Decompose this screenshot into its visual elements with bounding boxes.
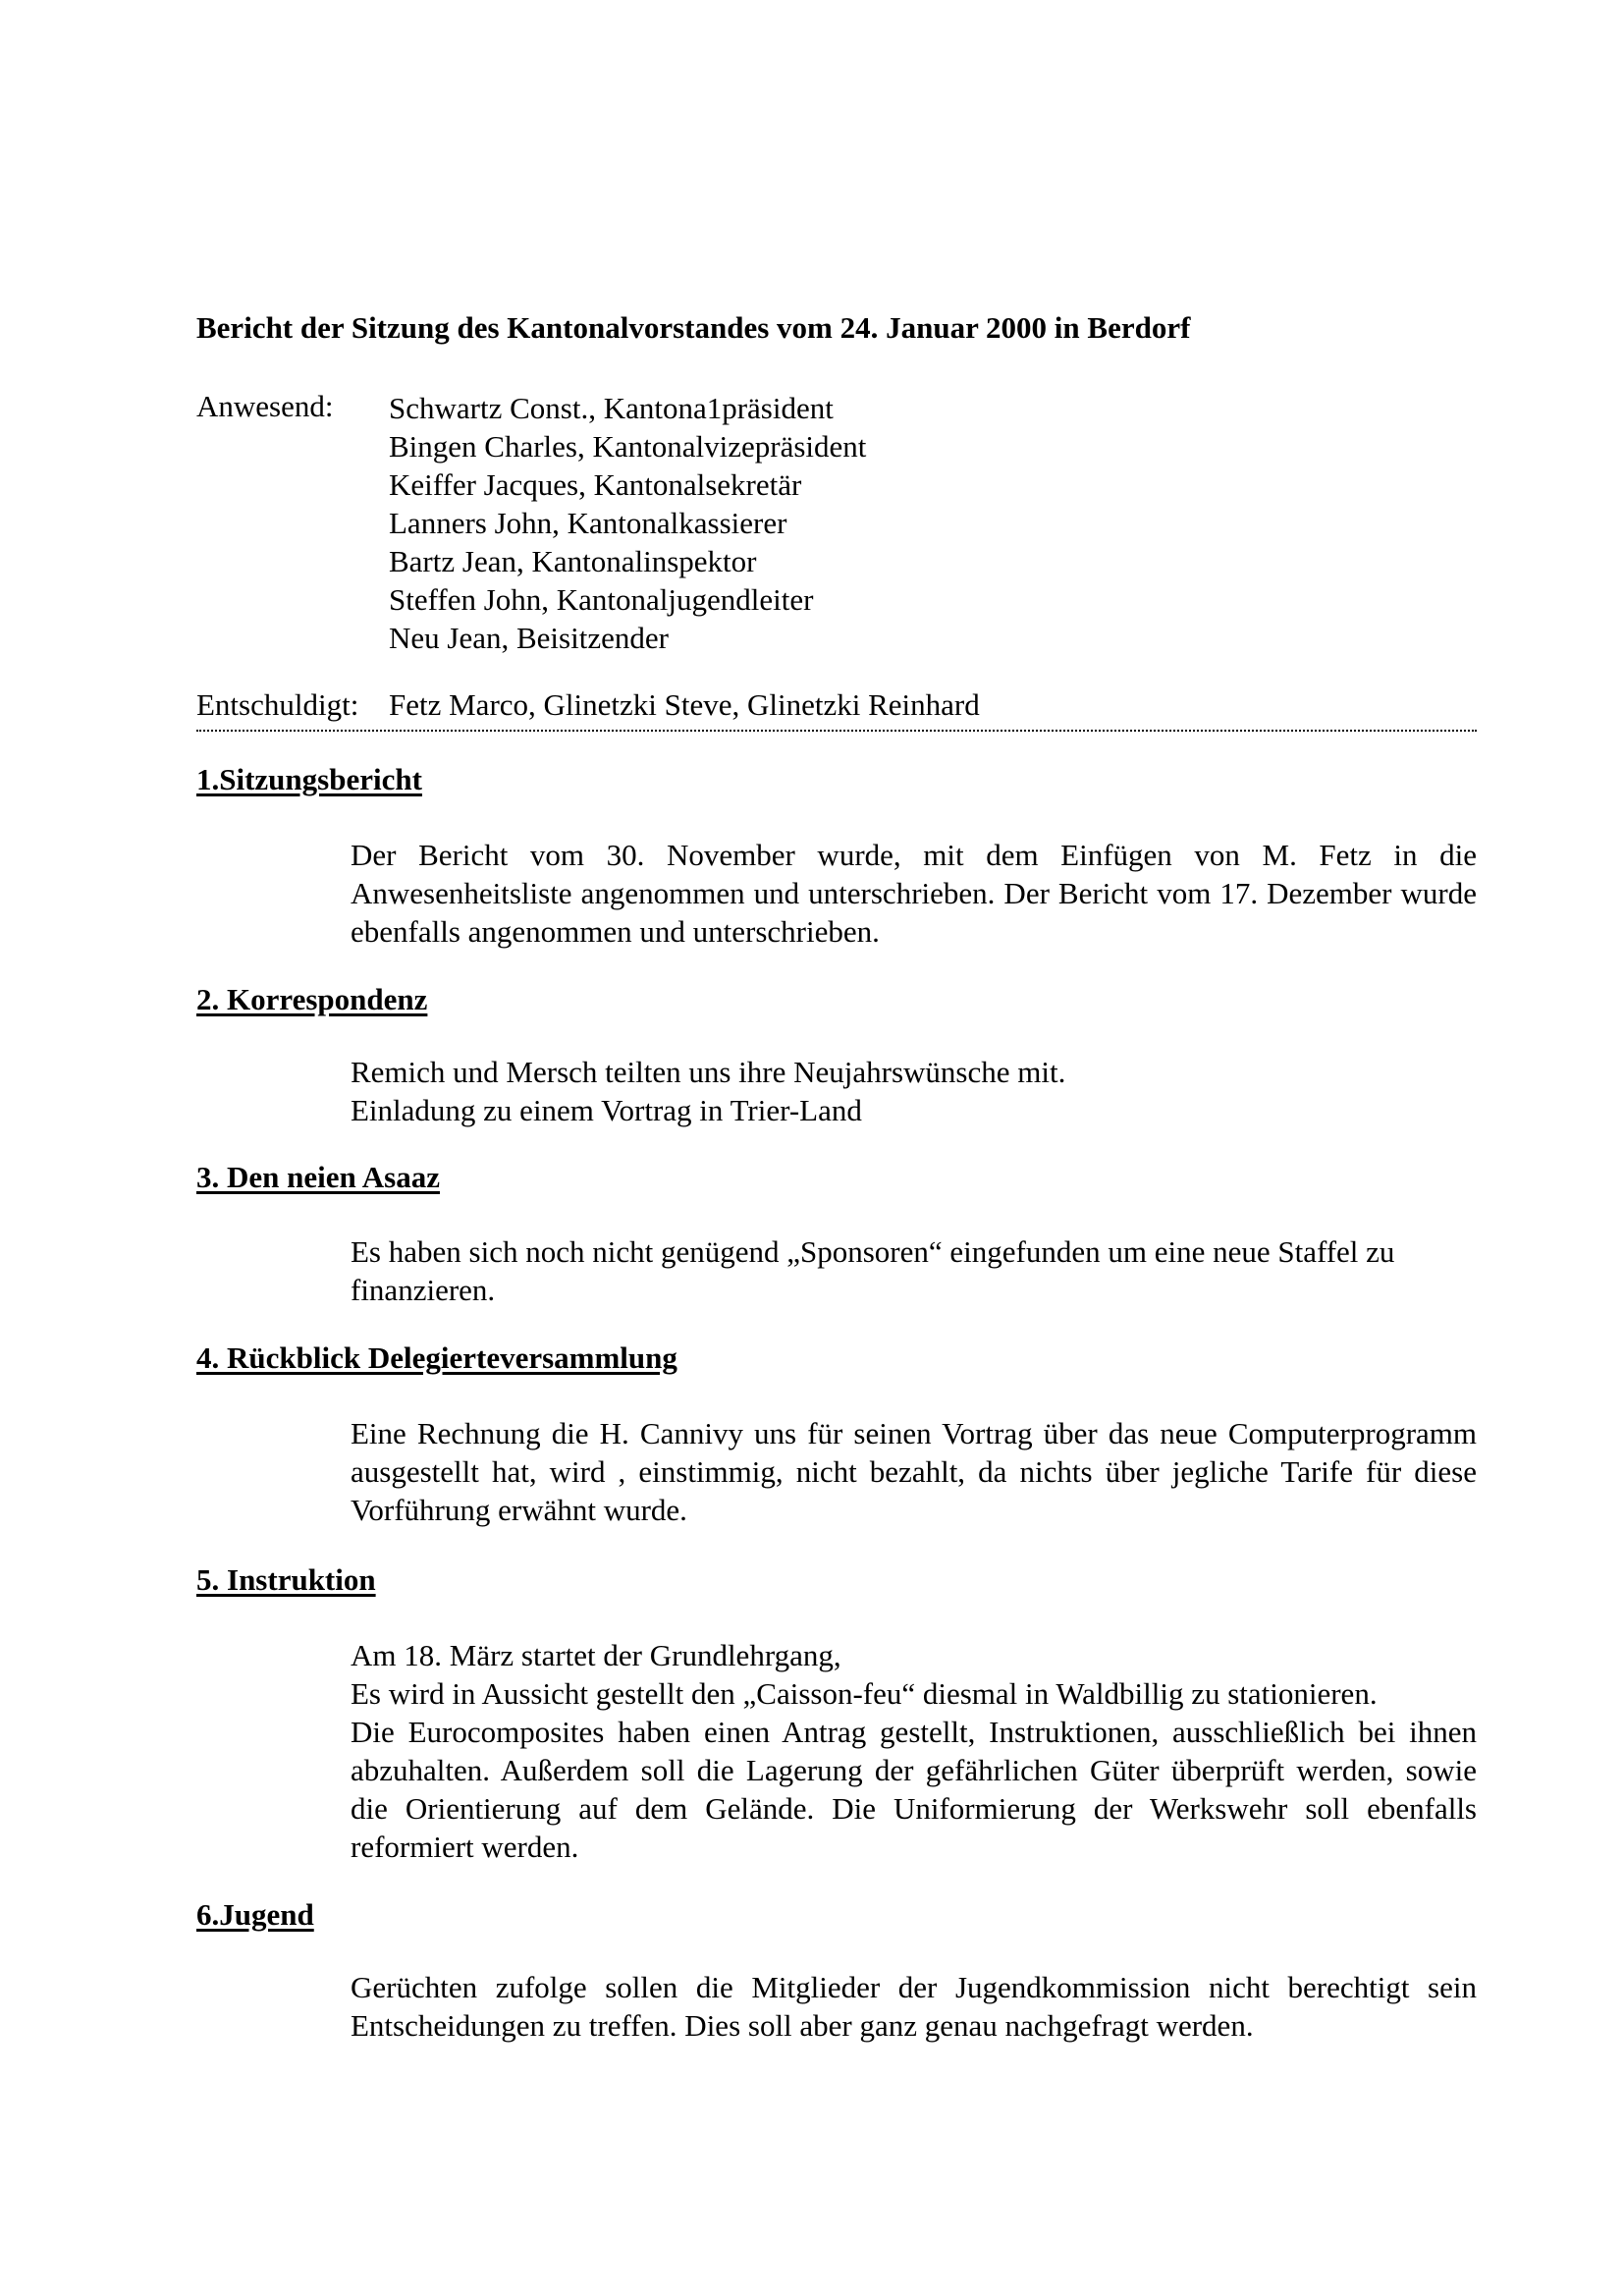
dotted-divider (196, 730, 1477, 732)
attendee-item: Bingen Charles, Kantonalvizepräsident (389, 429, 867, 464)
present-label: Anwesend: (196, 389, 334, 423)
section-body-instruktion (351, 1636, 1477, 1866)
excused-list: Fetz Marco, Glinetzki Steve, Glinetzki Reinhard (389, 687, 980, 722)
section-body-jugend: Gerüchten zufolge sollen die Mitglieder der Jugendkommission nicht berechtigt sein Entscheidungen zu treffen. Dies soll aber ganz genau nachgefragt werden. (351, 1970, 1477, 2043)
attendee-item: Keiffer Jacques, Kantonalsekretär (389, 467, 802, 502)
excused-label: Entschuldigt: (196, 687, 359, 722)
attendee-item: Neu Jean, Beisitzender (389, 621, 669, 655)
section-heading-sitzungsbericht: 1.Sitzungsbericht (196, 762, 422, 796)
section-heading-korrespondenz: 2. Korrespondenz (196, 982, 428, 1016)
attendee-item: Lanners John, Kantonalkassierer (389, 506, 787, 540)
attendee-list (389, 389, 866, 657)
section-heading-asaaz: 3. Den neien Asaaz (196, 1160, 440, 1194)
report-title: Bericht der Sitzung des Kantonalvorstandes vom 24. Januar 2000 in Berdorf (196, 310, 1191, 345)
section-body-asaaz: Es haben sich noch nicht genügend „Sponsoren“ eingefunden um eine neue Staffel zu finanzieren. (351, 1234, 1395, 1307)
body-line: Einladung zu einem Vortrag in Trier-Land (351, 1093, 862, 1127)
attendee-item: Bartz Jean, Kantonalinspektor (389, 544, 757, 578)
section-heading-instruktion: 5. Instruktion (196, 1562, 376, 1597)
body-line: Remich und Mersch teilten uns ihre Neujahrswünsche mit. (351, 1055, 1066, 1089)
body-paragraph: Die Eurocomposites haben einen Antrag gestellt, Instruktionen, ausschließlich bei ihnen abzuhalten. Außerdem soll die Lagerung der gefährlichen Güter überprüft werden, sowie die Orientierung auf dem Gelände. Die Uniformierung der Werkswehr soll ebenfalls reformiert werden. (351, 1715, 1477, 1864)
body-line: Am 18. März startet der Grundlehrgang, (351, 1638, 841, 1672)
section-body-delegierteversammlung: Eine Rechnung die H. Cannivy uns für seinen Vortrag über das neue Computerprogramm ausgestellt hat, wird , einstimmig, nicht bezahlt, da nichts über jegliche Tarife für diese Vorführung erwähnt wurde. (351, 1416, 1477, 1527)
section-body-korrespondenz (351, 1053, 1477, 1129)
section-body-sitzungsbericht: Der Bericht vom 30. November wurde, mit dem Einfügen von M. Fetz in die Anwesenheitsliste angenommen und unterschrieben. Der Bericht vom 17. Dezember wurde ebenfalls angenommen und unterschrieben. (351, 838, 1477, 949)
section-heading-jugend: 6.Jugend (196, 1897, 314, 1932)
attendee-item: Schwartz Const., Kantona1präsident (389, 391, 834, 425)
section-heading-delegierteversammlung: 4. Rückblick Delegierteversammlung (196, 1340, 677, 1375)
attendee-item: Steffen John, Kantonaljugendleiter (389, 582, 814, 617)
body-line: Es wird in Aussicht gestellt den „Caisson-feu“ diesmal in Waldbillig zu stationieren. (351, 1676, 1378, 1711)
